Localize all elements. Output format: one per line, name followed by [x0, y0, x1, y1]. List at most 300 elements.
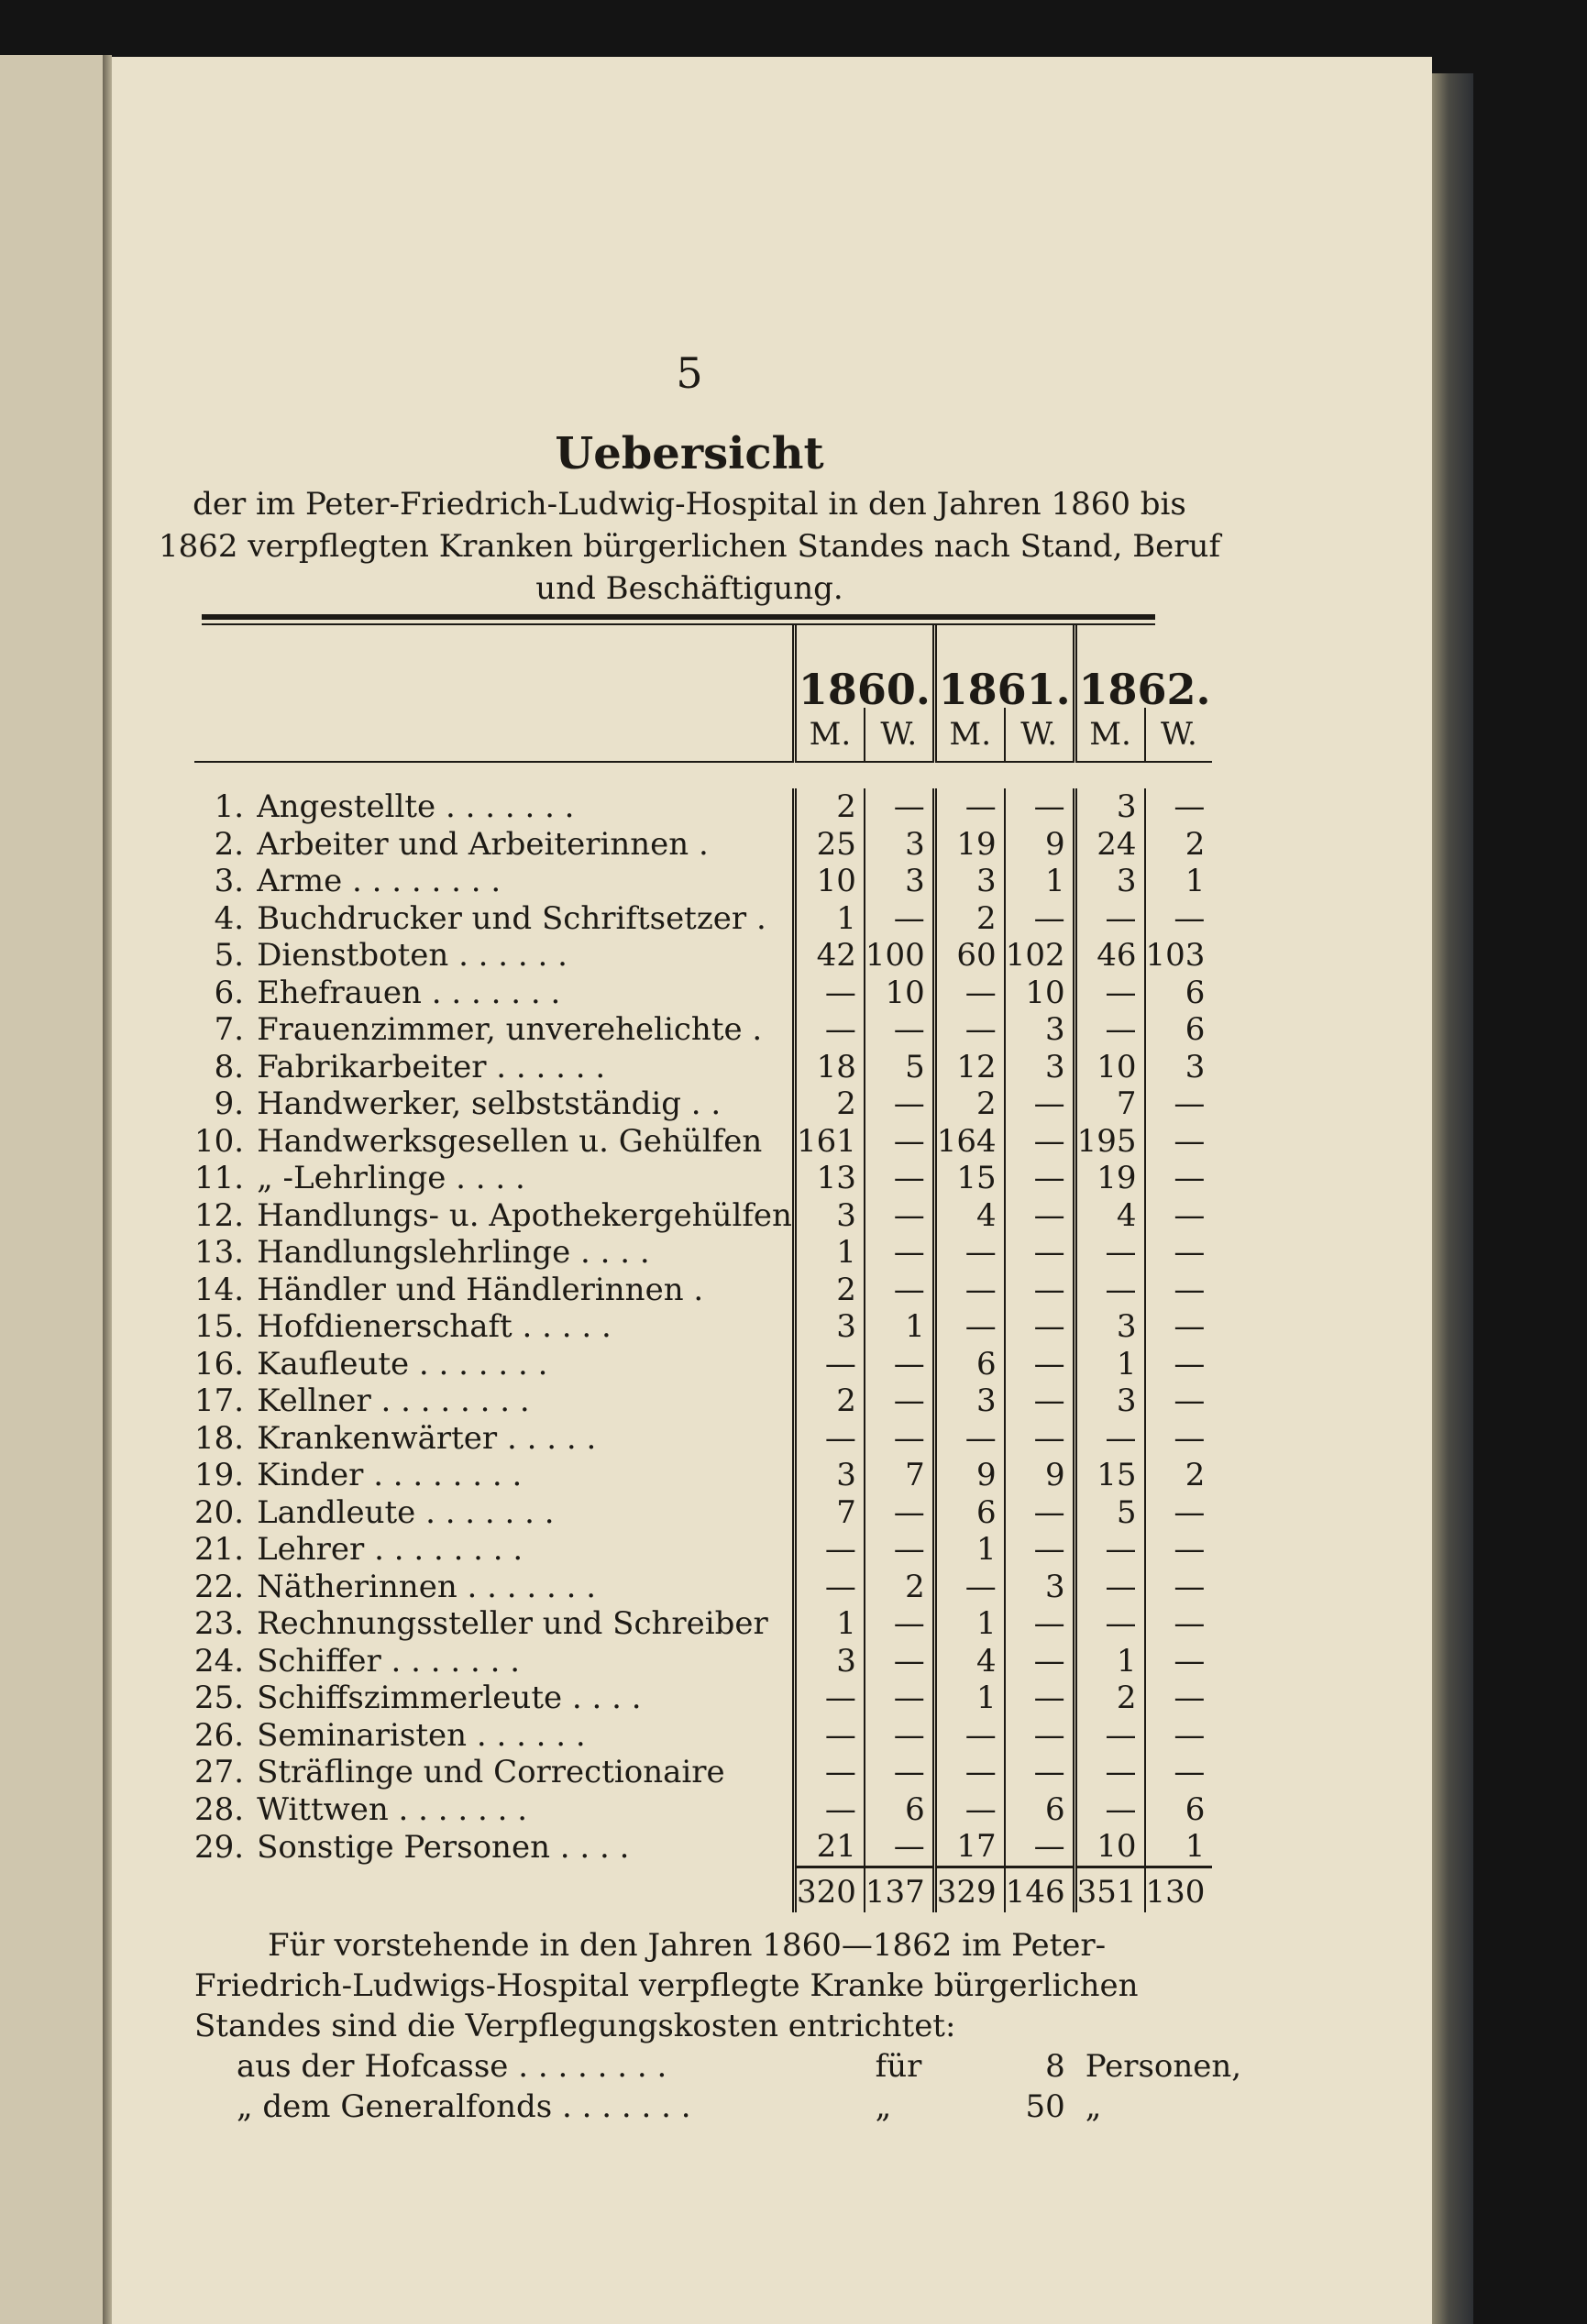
table-cell: —	[934, 1717, 1004, 1755]
table-cell: —	[1005, 1531, 1075, 1569]
row-number: 15.	[194, 1308, 245, 1346]
row-label: Kaufleute . . . . . . .	[257, 1345, 548, 1382]
row-label: Lehrer . . . . . . . .	[257, 1531, 523, 1569]
table-cell: 103	[1145, 937, 1213, 975]
table-row	[194, 1123, 1212, 1161]
table-cell: —	[1005, 1123, 1075, 1161]
table-cell: —	[1005, 1346, 1075, 1383]
cost-intro-text: Für vorstehende in den Jahren 1860—1862 im Peter-Friedrich-Ludwigs-Hospital verpflegte Kranke bürgerlichen Standes sind die Verpflegungskosten entrichtet:	[194, 1927, 1139, 2044]
row-label: Schiffszimmerleute . . . .	[257, 1680, 642, 1717]
row-label: Arbeiter und Arbeiterinnen .	[257, 825, 709, 863]
table-cell: 1	[1075, 1346, 1144, 1383]
row-label: Dienstboten . . . . . .	[257, 937, 568, 975]
row-label: Nätherinnen . . . . . . .	[257, 1568, 597, 1605]
row-number: 28.	[194, 1790, 245, 1828]
cost-paragraph	[194, 1925, 1258, 2127]
table-cell: 102	[1005, 937, 1075, 975]
table-cell: —	[1145, 1680, 1213, 1717]
table-cell: —	[865, 1605, 934, 1643]
table-cell: —	[1145, 788, 1213, 826]
table-cell: 6	[1145, 975, 1213, 1012]
table-cell: —	[934, 1272, 1004, 1309]
gender-header: W.	[1005, 708, 1075, 762]
table-cell: 3	[1005, 1049, 1075, 1086]
table-cell: —	[1075, 1791, 1144, 1829]
gender-header: M.	[1075, 708, 1144, 762]
row-label: Sträflinge und Correctionaire	[257, 1754, 725, 1791]
row-label: Wittwen . . . . . . .	[257, 1790, 528, 1828]
table-cell: 1	[1145, 863, 1213, 900]
table-cell: —	[1075, 1272, 1144, 1309]
page-subtitle: der im Peter-Friedrich-Ludwig-Hospital in den Jahren 1860 bis 1862 verpflegten Kranken bürgerlichen Standes nach Stand, Beruf und Beschäftigung.	[158, 486, 1221, 607]
table-cell: 9	[1005, 1457, 1075, 1494]
table-cell: —	[794, 1011, 864, 1049]
row-number: 13.	[194, 1234, 245, 1272]
year-header: 1861.	[934, 625, 1075, 708]
table-cell: —	[1075, 1011, 1144, 1049]
table-row	[194, 1049, 1212, 1086]
table-cell: 3	[1075, 1382, 1144, 1420]
table-cell: 4	[1075, 1197, 1144, 1235]
table-cell: 3	[934, 863, 1004, 900]
total-cell: 137	[865, 1867, 934, 1912]
table-cell: —	[1005, 1680, 1075, 1717]
table-cell: 100	[865, 937, 934, 975]
row-label: Ehefrauen . . . . . . .	[257, 974, 561, 1011]
table-cell: —	[1145, 1308, 1213, 1346]
table-cell: 195	[1075, 1123, 1144, 1161]
row-label: Fabrikarbeiter . . . . . .	[257, 1048, 606, 1085]
table-cell: —	[1145, 1085, 1213, 1123]
table-cell: —	[1145, 1717, 1213, 1755]
table-cell: 1	[865, 1308, 934, 1346]
table-cell: 1	[794, 900, 864, 938]
table-row	[194, 1197, 1212, 1235]
row-label: Kellner . . . . . . . .	[257, 1382, 530, 1420]
table-cell: 6	[934, 1346, 1004, 1383]
table-cell: 6	[1145, 1791, 1213, 1829]
row-label: Landleute . . . . . . .	[257, 1493, 555, 1531]
table-cell: —	[794, 1717, 864, 1755]
table-row	[194, 1828, 1212, 1867]
table-row	[194, 1160, 1212, 1197]
table-cell: —	[865, 1643, 934, 1680]
table-cell: —	[1145, 1420, 1213, 1458]
table-cell: —	[1005, 1234, 1075, 1272]
table-cell: —	[1145, 1569, 1213, 1606]
table-cell: 21	[794, 1828, 864, 1867]
table-cell: —	[865, 1197, 934, 1235]
table-cell: 2	[934, 1085, 1004, 1123]
table-cell: —	[934, 788, 1004, 826]
row-number: 16.	[194, 1345, 245, 1382]
table-cell: —	[865, 1160, 934, 1197]
table-cell: 10	[865, 975, 934, 1012]
row-number: 10.	[194, 1122, 245, 1160]
gender-header: W.	[865, 708, 934, 762]
table-cell: —	[1145, 1382, 1213, 1420]
table-row	[194, 1717, 1212, 1755]
row-number: 20.	[194, 1493, 245, 1531]
table-cell: 9	[934, 1457, 1004, 1494]
table-cell: 10	[1075, 1049, 1144, 1086]
table-row	[194, 1420, 1212, 1458]
table-row	[194, 1494, 1212, 1532]
table-cell: 1	[1145, 1828, 1213, 1867]
table-cell: 6	[1145, 1011, 1213, 1049]
table-cell: 7	[794, 1494, 864, 1532]
statistics-table	[194, 625, 1212, 1912]
row-number: 4.	[214, 899, 245, 937]
table-cell: —	[1075, 975, 1144, 1012]
table-cell: —	[1145, 1605, 1213, 1643]
table-cell: —	[794, 1420, 864, 1458]
table-row	[194, 1346, 1212, 1383]
row-label: Seminaristen . . . . . .	[257, 1716, 586, 1754]
table-cell: —	[1145, 1234, 1213, 1272]
table-cell: —	[1145, 1272, 1213, 1309]
table-cell: —	[1005, 1085, 1075, 1123]
table-cell: 12	[934, 1049, 1004, 1086]
table-cell: 3	[1145, 1049, 1213, 1086]
left-page-edge	[0, 55, 103, 2324]
table-cell: —	[934, 1420, 1004, 1458]
table-cell: 19	[1075, 1160, 1144, 1197]
table-cell: 3	[1005, 1011, 1075, 1049]
table-cell: —	[1075, 1531, 1144, 1569]
table-cell: —	[934, 1569, 1004, 1606]
table-cell: 6	[934, 1494, 1004, 1532]
table-cell: —	[865, 788, 934, 826]
row-number: 25.	[194, 1680, 245, 1717]
table-cell: —	[865, 1494, 934, 1532]
row-number: 29.	[194, 1829, 245, 1866]
row-number: 6.	[214, 974, 245, 1011]
table-cell: 2	[934, 900, 1004, 938]
table-cell: 3	[1005, 1569, 1075, 1606]
table-cell: 3	[794, 1308, 864, 1346]
row-number: 5.	[214, 937, 245, 975]
table-row	[194, 788, 1212, 826]
cost-who: „	[1085, 2088, 1102, 2125]
table-cell: 3	[1075, 863, 1144, 900]
table-row	[194, 1754, 1212, 1791]
table-cell: 3	[1075, 1308, 1144, 1346]
table-cell: 5	[865, 1049, 934, 1086]
table-row	[194, 863, 1212, 900]
table-row	[194, 1011, 1212, 1049]
total-cell: 146	[1005, 1867, 1075, 1912]
table-cell: —	[1145, 900, 1213, 938]
table-cell: 19	[934, 826, 1004, 864]
row-number: 17.	[194, 1382, 245, 1420]
table-cell: —	[934, 975, 1004, 1012]
table-cell: —	[1145, 1494, 1213, 1532]
table-cell: 4	[934, 1643, 1004, 1680]
table-cell: 2	[794, 788, 864, 826]
table-cell: —	[794, 1346, 864, 1383]
table-cell: 10	[1005, 975, 1075, 1012]
table-cell: 1	[1075, 1643, 1144, 1680]
table-cell: —	[1075, 1420, 1144, 1458]
table-cell: 3	[794, 1457, 864, 1494]
table-cell: —	[865, 1420, 934, 1458]
cost-unit: für	[875, 2048, 922, 2085]
year-header: 1860.	[794, 625, 934, 708]
cost-source: aus der Hofcasse . . . . . . . .	[237, 2048, 667, 2085]
table-cell: 2	[1145, 1457, 1213, 1494]
header-rule-thick	[202, 614, 1155, 620]
table-row	[194, 1234, 1212, 1272]
row-number: 22.	[194, 1568, 245, 1605]
table-row	[194, 1569, 1212, 1606]
row-label: Schiffer . . . . . . .	[257, 1642, 521, 1680]
table-cell: —	[865, 1011, 934, 1049]
table-cell: —	[1075, 1605, 1144, 1643]
table-cell: 6	[865, 1791, 934, 1829]
table-cell: —	[1145, 1643, 1213, 1680]
row-number: 7.	[214, 1011, 245, 1049]
table-cell: —	[865, 1382, 934, 1420]
row-number: 12.	[194, 1196, 245, 1234]
table-cell: —	[934, 1791, 1004, 1829]
row-label: Handlungslehrlinge . . . .	[257, 1234, 650, 1272]
table-cell: 15	[1075, 1457, 1144, 1494]
table-cell: 3	[934, 1382, 1004, 1420]
row-number: 27.	[194, 1754, 245, 1791]
table-cell: 4	[934, 1197, 1004, 1235]
gender-header: M.	[794, 708, 864, 762]
table-cell: 1	[794, 1605, 864, 1643]
table-cell: 1	[1005, 863, 1075, 900]
table-cell: 2	[1145, 826, 1213, 864]
table-cell: 164	[934, 1123, 1004, 1161]
table-cell: —	[1005, 1420, 1075, 1458]
table-row	[194, 975, 1212, 1012]
table-cell: —	[865, 1754, 934, 1791]
page-title: Uebersicht	[555, 428, 824, 479]
table-cell: 13	[794, 1160, 864, 1197]
table-cell: —	[865, 1085, 934, 1123]
row-number: 14.	[194, 1271, 245, 1308]
table-cell: —	[1145, 1754, 1213, 1791]
table-row	[194, 1085, 1212, 1123]
row-number: 26.	[194, 1716, 245, 1754]
table-cell: —	[1005, 1828, 1075, 1867]
total-cell: 130	[1145, 1867, 1213, 1912]
table-cell: —	[1075, 1717, 1144, 1755]
table-cell: —	[1005, 1605, 1075, 1643]
table-cell: 7	[1075, 1085, 1144, 1123]
row-label: Krankenwärter . . . . .	[257, 1419, 597, 1457]
table-cell: —	[1145, 1160, 1213, 1197]
table-cell: 2	[794, 1272, 864, 1309]
table-cell: —	[1005, 788, 1075, 826]
cost-unit: „	[875, 2088, 892, 2125]
gender-header-row	[194, 708, 1212, 762]
row-number: 8.	[214, 1048, 245, 1085]
table-cell: 2	[1075, 1680, 1144, 1717]
table-cell: —	[1005, 900, 1075, 938]
table-cell: —	[865, 900, 934, 938]
table-cell: 46	[1075, 937, 1144, 975]
row-number: 2.	[214, 825, 245, 863]
cost-amount: 50	[1025, 2088, 1065, 2125]
row-label: Handwerker, selbstständig . .	[257, 1085, 722, 1123]
year-header: 1862.	[1075, 625, 1212, 708]
totals-row	[194, 1867, 1212, 1912]
table-cell: —	[794, 1531, 864, 1569]
row-number: 9.	[214, 1085, 245, 1123]
table-cell: 3	[794, 1643, 864, 1680]
table-cell: 17	[934, 1828, 1004, 1867]
gender-header: W.	[1145, 708, 1213, 762]
table-cell: —	[1005, 1382, 1075, 1420]
table-cell: 24	[1075, 826, 1144, 864]
table-row	[194, 1643, 1212, 1680]
table-cell: 3	[865, 863, 934, 900]
table-row	[194, 1791, 1212, 1829]
table-cell: —	[1005, 1717, 1075, 1755]
row-label: „ -Lehrlinge . . . .	[257, 1160, 525, 1197]
table-cell: 2	[865, 1569, 934, 1606]
row-number: 24.	[194, 1642, 245, 1680]
table-cell: —	[865, 1531, 934, 1569]
row-label: Sonstige Personen . . . .	[257, 1829, 630, 1866]
row-number: 19.	[194, 1457, 245, 1494]
table-cell: 10	[1075, 1828, 1144, 1867]
table-cell: —	[1005, 1754, 1075, 1791]
table-cell: —	[794, 1680, 864, 1717]
table-cell: —	[794, 1791, 864, 1829]
table-row	[194, 900, 1212, 938]
row-label: Buchdrucker und Schriftsetzer .	[257, 899, 766, 937]
table-cell: 2	[794, 1382, 864, 1420]
table-cell: —	[934, 1308, 1004, 1346]
table-cell: —	[1145, 1346, 1213, 1383]
table-cell: 42	[794, 937, 864, 975]
table-row	[194, 1457, 1212, 1494]
cost-line	[194, 2087, 1258, 2127]
table-cell: —	[865, 1680, 934, 1717]
total-cell: 351	[1075, 1867, 1144, 1912]
table-cell: —	[934, 1234, 1004, 1272]
table-cell: 25	[794, 826, 864, 864]
table-cell: 18	[794, 1049, 864, 1086]
table-cell: 3	[1075, 788, 1144, 826]
row-label: Handlungs- u. Apothekergehülfen	[257, 1196, 792, 1234]
table-cell: 3	[865, 826, 934, 864]
table-cell: —	[1005, 1197, 1075, 1235]
table-row	[194, 1605, 1212, 1643]
table-row	[194, 1680, 1212, 1717]
table-cell: 10	[794, 863, 864, 900]
page-number: 5	[676, 348, 703, 398]
table-cell: —	[1075, 1234, 1144, 1272]
row-number: 18.	[194, 1419, 245, 1457]
table-cell: —	[1075, 1569, 1144, 1606]
row-number: 23.	[194, 1605, 245, 1643]
table-cell: 15	[934, 1160, 1004, 1197]
table-row	[194, 1308, 1212, 1346]
total-cell: 320	[794, 1867, 864, 1912]
table-row	[194, 826, 1212, 864]
table-cell: 2	[794, 1085, 864, 1123]
table-cell: —	[1145, 1531, 1213, 1569]
table-cell: —	[934, 1011, 1004, 1049]
table-row	[194, 1531, 1212, 1569]
row-label: Arme . . . . . . . .	[257, 863, 501, 900]
table-cell: —	[865, 1123, 934, 1161]
table-cell: 5	[1075, 1494, 1144, 1532]
table-cell: —	[865, 1234, 934, 1272]
table-cell: —	[934, 1754, 1004, 1791]
row-number: 1.	[214, 788, 245, 826]
book-cover-edge	[1432, 73, 1473, 2324]
year-header-row	[194, 625, 1212, 708]
table-cell: —	[865, 1346, 934, 1383]
table-cell: 60	[934, 937, 1004, 975]
table-cell: —	[794, 1569, 864, 1606]
table-cell: —	[794, 1754, 864, 1791]
table-cell: —	[1005, 1272, 1075, 1309]
table-cell: —	[1005, 1160, 1075, 1197]
cost-source: „ dem Generalfonds . . . . . . .	[237, 2088, 691, 2125]
gender-header: M.	[934, 708, 1004, 762]
row-label: Frauenzimmer, unverehelichte .	[257, 1011, 763, 1049]
table-cell: 3	[794, 1197, 864, 1235]
table-cell: —	[865, 1717, 934, 1755]
row-number: 3.	[214, 863, 245, 900]
table-cell: —	[1075, 900, 1144, 938]
cost-who: Personen,	[1085, 2048, 1242, 2085]
row-label: Händler und Händlerinnen .	[257, 1271, 704, 1308]
cost-amount: 8	[1045, 2048, 1065, 2085]
row-label: Kinder . . . . . . . .	[257, 1457, 523, 1494]
row-label: Handwerksgesellen u. Gehülfen	[257, 1122, 763, 1160]
table-cell: 1	[794, 1234, 864, 1272]
table-cell: —	[1005, 1308, 1075, 1346]
table-cell: —	[1075, 1754, 1144, 1791]
row-number: 21.	[194, 1531, 245, 1569]
book-page	[112, 57, 1432, 2324]
cost-line	[194, 2046, 1258, 2087]
table-cell: —	[1005, 1494, 1075, 1532]
total-cell: 329	[934, 1867, 1004, 1912]
row-label: Hofdienerschaft . . . . .	[257, 1308, 612, 1346]
table-cell: —	[1145, 1197, 1213, 1235]
table-cell: 1	[934, 1531, 1004, 1569]
row-label: Angestellte . . . . . . .	[257, 788, 575, 826]
table-row	[194, 1382, 1212, 1420]
table-cell: 6	[1005, 1791, 1075, 1829]
row-number: 11.	[194, 1160, 245, 1197]
table-cell: 1	[934, 1605, 1004, 1643]
table-cell: 9	[1005, 826, 1075, 864]
table-spacer	[194, 762, 1212, 788]
table-row	[194, 1272, 1212, 1309]
table-cell: 161	[794, 1123, 864, 1161]
table-cell: 1	[934, 1680, 1004, 1717]
table-cell: 7	[865, 1457, 934, 1494]
table-cell: —	[865, 1272, 934, 1309]
row-label: Rechnungssteller und Schreiber	[257, 1605, 768, 1643]
table-cell: —	[1005, 1643, 1075, 1680]
table-cell: —	[1145, 1123, 1213, 1161]
table-row	[194, 937, 1212, 975]
table-cell: —	[794, 975, 864, 1012]
book-gutter	[103, 55, 112, 2324]
